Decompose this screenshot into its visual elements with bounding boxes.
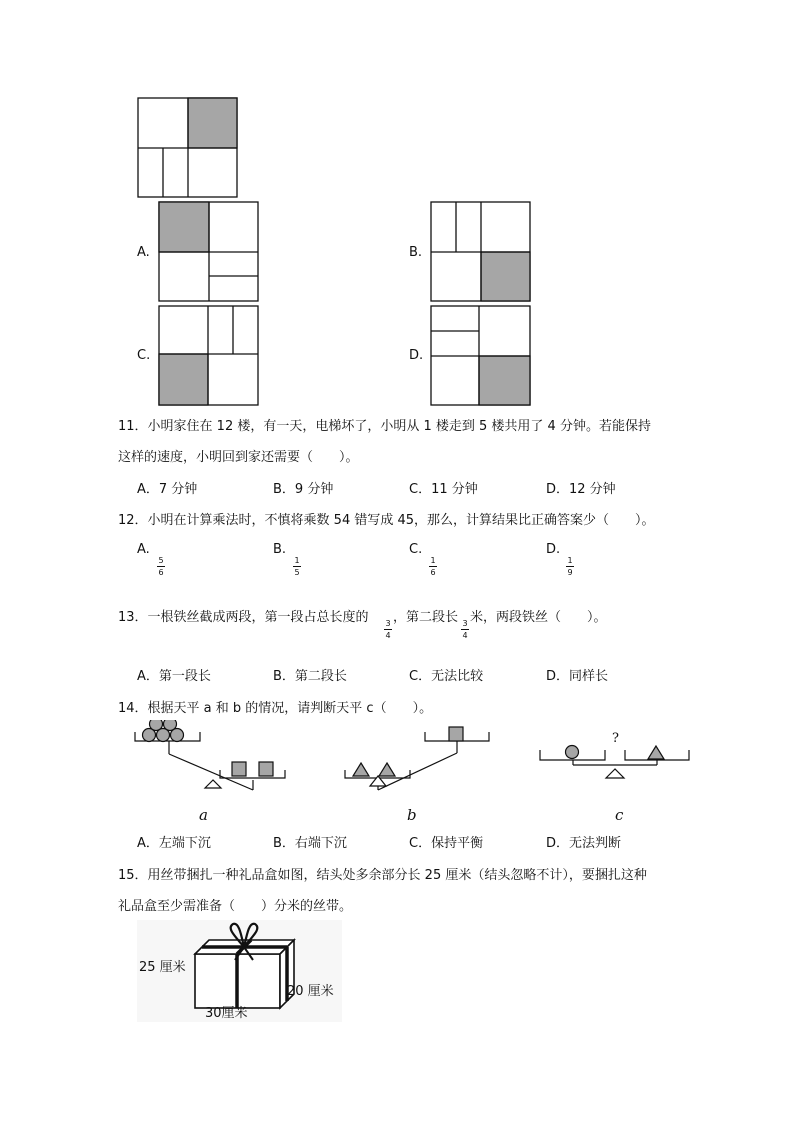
q10-option-d-figure[interactable]	[430, 305, 532, 407]
q10-option-a-label[interactable]: A.	[137, 245, 150, 260]
q10-option-c-label[interactable]: C.	[137, 348, 151, 363]
q13-fraction-1-denominator: 4	[385, 631, 391, 640]
q13-option-d[interactable]: D．同样长	[546, 669, 609, 684]
q15-gift-box-figure	[137, 920, 342, 1022]
q12-option-a-fraction	[156, 556, 166, 577]
q15-length-label: 30厘米	[205, 1006, 248, 1021]
q11-text-line1: 11．小明家住在 12 楼，有一天，电梯坏了，小明从 1 楼走到 5 楼共用了 4 分钟。若能保持	[118, 419, 651, 434]
q12-option-c-denominator: 6	[430, 568, 436, 577]
q15-depth-label: 20 厘米	[287, 984, 334, 999]
balance-a-label: a	[199, 806, 208, 824]
balance-b-label: b	[407, 806, 417, 824]
q13-fraction-1	[383, 619, 393, 640]
q12-option-d-denominator: 9	[567, 568, 573, 577]
q11-option-d[interactable]: D．12 分钟	[546, 482, 616, 497]
q12-option-c-fraction	[428, 556, 438, 577]
q10-option-b-figure[interactable]	[430, 201, 532, 303]
q11-text-line2: 这样的速度，小明回到家还需要（ ）。	[118, 450, 359, 465]
q11-option-c[interactable]: C．11 分钟	[409, 482, 478, 497]
q12-option-a[interactable]: A.	[137, 542, 150, 557]
q14-option-a[interactable]: A．左端下沉	[137, 836, 211, 851]
q14-option-b[interactable]: B．右端下沉	[273, 836, 347, 851]
q15-text-line2: 礼品盒至少需准备（ ）分米的丝带。	[118, 899, 353, 914]
q12-option-d-fraction	[565, 556, 575, 577]
q12-option-c-numerator: 1	[430, 556, 436, 565]
q12-option-a-numerator: 5	[158, 556, 164, 565]
q13-text-part1: 13．一根铁丝截成两段，第一段占总长度的	[118, 610, 369, 625]
balance-b	[345, 727, 489, 790]
q13-fraction-1-numerator: 3	[385, 619, 391, 628]
balance-c	[540, 746, 689, 779]
q14-balances-figure	[125, 720, 695, 830]
q12-option-b-denominator: 5	[294, 568, 300, 577]
q12-option-a-denominator: 6	[158, 568, 164, 577]
q12-option-b-fraction	[292, 556, 302, 577]
q10-original-figure	[137, 97, 239, 199]
balance-a	[135, 720, 285, 790]
q12-option-b[interactable]: B.	[273, 542, 287, 557]
q10-option-d-label[interactable]: D.	[409, 348, 424, 363]
q10-option-c-figure[interactable]	[158, 305, 260, 407]
q15-text-line1: 15．用丝带捆扎一种礼品盒如图，结头处多余部分长 25 厘米（结头忽略不计），要捆扎这种	[118, 868, 647, 883]
q10-option-a-figure[interactable]	[158, 201, 260, 303]
q14-text: 14．根据天平 a 和 b 的情况，请判断天平 c（ ）。	[118, 701, 433, 716]
q10-option-b-label[interactable]: B.	[409, 245, 423, 260]
q13-fraction-2-numerator: 3	[462, 619, 468, 628]
q13-text-part2: ，第二段长	[393, 610, 459, 625]
balance-c-question-mark: ?	[612, 731, 619, 746]
q13-option-a[interactable]: A．第一段长	[137, 669, 211, 684]
q12-option-d[interactable]: D.	[546, 542, 561, 557]
q13-option-b[interactable]: B．第二段长	[273, 669, 347, 684]
q12-option-b-numerator: 1	[294, 556, 300, 565]
q13-option-c[interactable]: C．无法比较	[409, 669, 484, 684]
q12-text: 12．小明在计算乘法时，不慎将乘数 54 错写成 45，那么，计算结果比正确答案少（ ）。	[118, 513, 655, 528]
q11-option-a[interactable]: A．7 分钟	[137, 482, 198, 497]
q13-text-part3: 米，两段铁丝（ ）。	[470, 610, 607, 625]
q13-fraction-2	[460, 619, 470, 640]
q12-option-d-numerator: 1	[567, 556, 573, 565]
q14-option-d[interactable]: D．无法判断	[546, 836, 622, 851]
q12-option-c[interactable]: C.	[409, 542, 423, 557]
q13-fraction-2-denominator: 4	[462, 631, 468, 640]
q14-option-c[interactable]: C．保持平衡	[409, 836, 484, 851]
q11-option-b[interactable]: B．9 分钟	[273, 482, 334, 497]
q15-height-label: 25 厘米	[139, 960, 186, 975]
balance-c-label: c	[615, 806, 624, 824]
